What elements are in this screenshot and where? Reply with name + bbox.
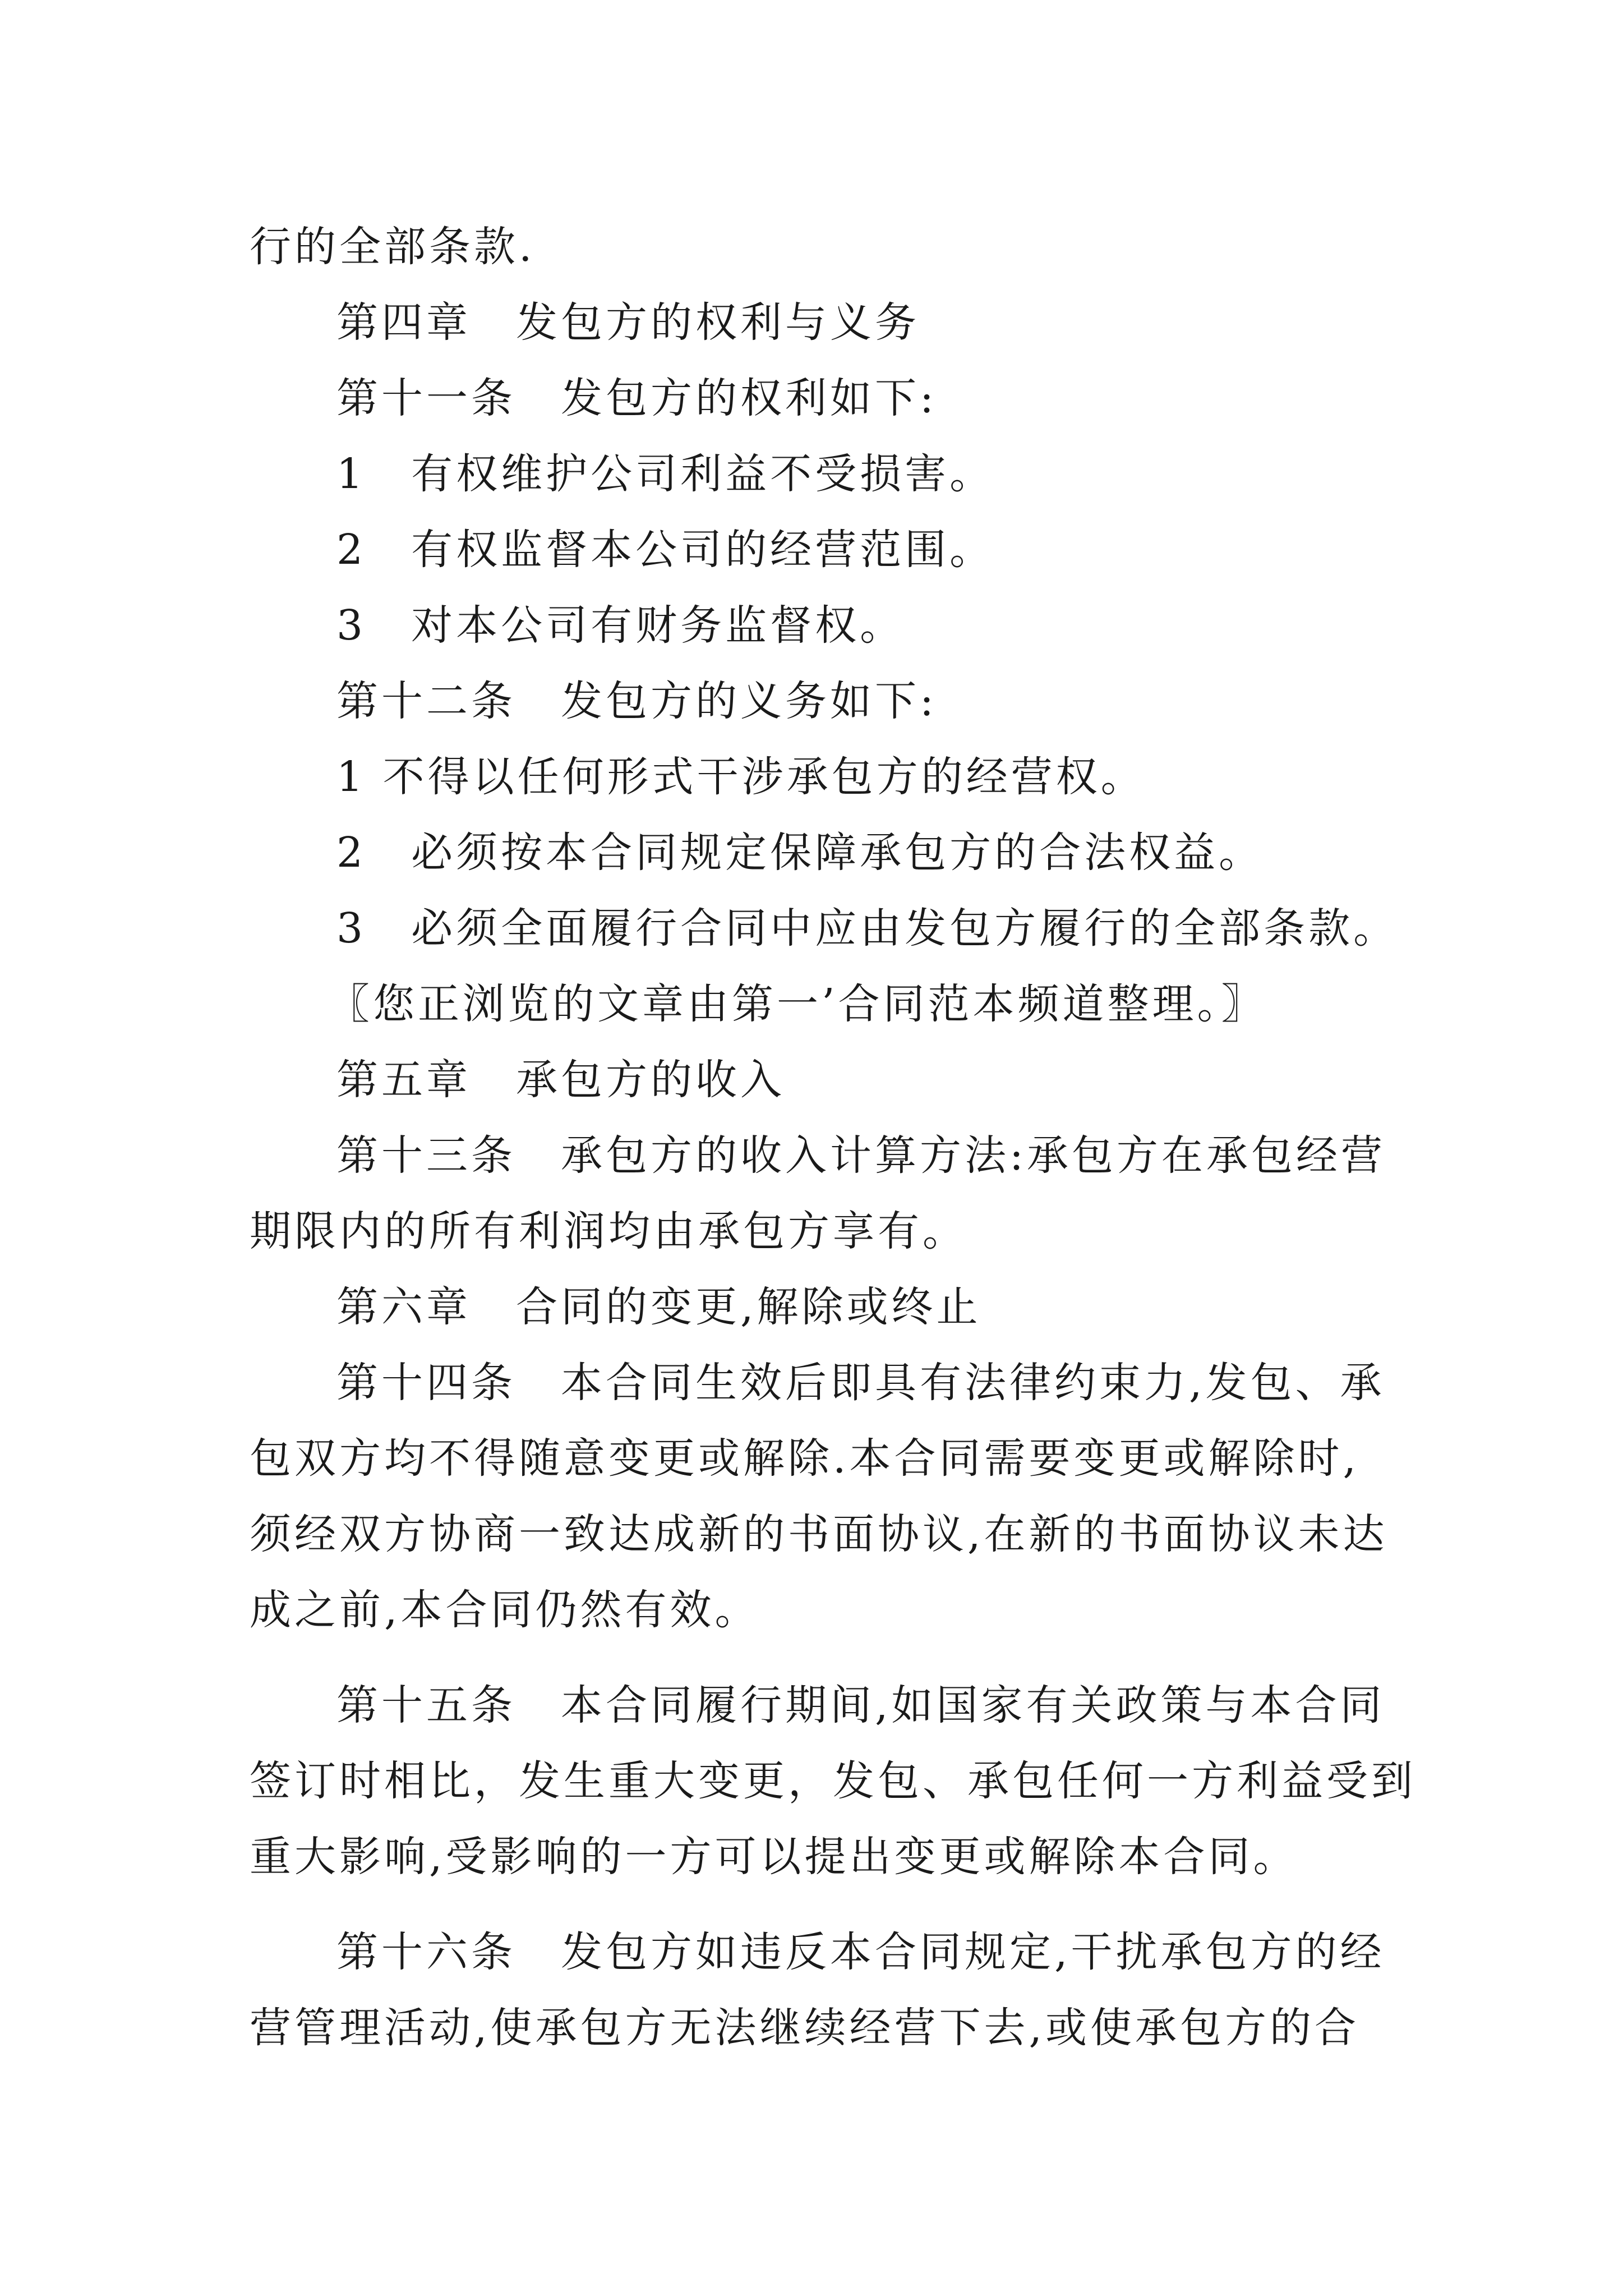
- text-line: 第十六条 发包方如违反本合同规定,干扰承包方的经: [336, 1928, 1385, 1976]
- list-item: 3 必须全面履行合同中应由发包方履行的全部条款。: [336, 904, 1399, 953]
- chapter-heading: 第六章 合同的变更,解除或终止: [336, 1283, 981, 1331]
- text-line: 第十四条 本合同生效后即具有法律约束力,发包、承: [336, 1359, 1385, 1407]
- text-line: 第十五条 本合同履行期间,如国家有关政策与本合同: [336, 1681, 1385, 1729]
- text-line: 行的全部条款.: [250, 223, 536, 271]
- list-item: 2 有权监督本公司的经营范围。: [336, 526, 995, 574]
- text-line: 成之前,本合同仍然有效。: [250, 1586, 760, 1634]
- text-line: 签订时相比，发生重大变更，发包、承包任何一方利益受到: [250, 1757, 1416, 1805]
- text-line: 期限内的所有利润均由承包方享有。: [250, 1207, 967, 1255]
- list-item: 1 不得以任何形式干涉承包方的经营权。: [336, 753, 1146, 801]
- list-item: 3 对本公司有财务监督权。: [336, 601, 905, 650]
- text-line: 营管理活动,使承包方无法继续经营下去,或使承包方的合: [250, 2004, 1360, 2052]
- text-line: 重大影响,受影响的一方可以提出变更或解除本合同。: [250, 1833, 1298, 1881]
- list-item: 1 有权维护公司利益不受损害。: [336, 450, 995, 498]
- chapter-heading: 第五章 承包方的收入: [336, 1056, 785, 1104]
- article-heading: 第十一条 发包方的权利如下:: [336, 374, 937, 422]
- chapter-heading: 第四章 发包方的权利与义务: [336, 298, 920, 347]
- list-item: 2 必须按本合同规定保障承包方的合法权益。: [336, 829, 1264, 877]
- text-line: 第十三条 承包方的收入计算方法:承包方在承包经营: [336, 1131, 1386, 1180]
- text-line: 须经双方协商一致达成新的书面协议,在新的书面协议未达: [250, 1510, 1388, 1558]
- text-line: 包双方均不得随意变更或解除.本合同需要变更或解除时,: [250, 1434, 1360, 1483]
- article-heading: 第十二条 发包方的义务如下:: [336, 677, 937, 725]
- source-note: 〖您正浏览的文章由第一’合同范本频道整理。〗: [328, 980, 1266, 1028]
